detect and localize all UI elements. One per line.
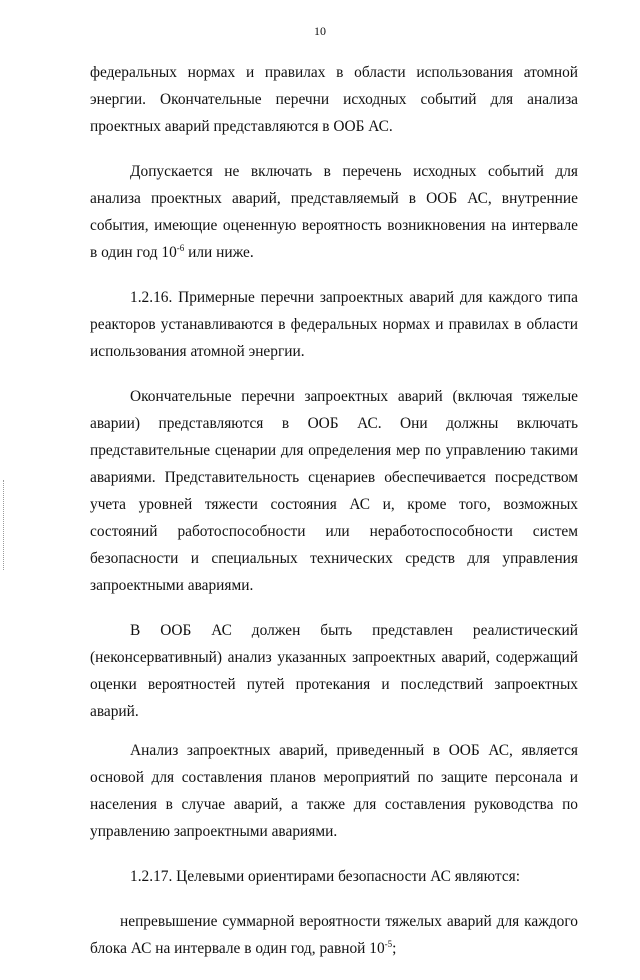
paragraph-tail: или ниже. bbox=[184, 244, 254, 261]
paragraph-text: федеральных нормах и правилах в области использования атомной энергии. Окончательные перечни исходных событий для анализа проектных аварий представляются в ООБ АС. bbox=[90, 64, 578, 135]
paragraph-continuation bbox=[90, 59, 578, 140]
power-exponent: -6 bbox=[176, 243, 185, 253]
paragraph-target-probability bbox=[90, 908, 578, 962]
power-exponent: -5 bbox=[384, 939, 393, 949]
paragraph-text: В ООБ АС должен быть представлен реалистический (неконсервативный) анализ указанных запроектных аварий, содержащий оценки вероятностей путей протекания и последствий запроектных аварий. bbox=[90, 622, 578, 720]
paragraph-text: Допускается не включать в перечень исходных событий для анализа проектных аварий, представляемый в ООБ АС, внутренние события, имеющие оцененную вероятность возникновения на интервале в один год bbox=[90, 163, 578, 261]
document-body bbox=[90, 59, 578, 980]
power-base: 10 bbox=[161, 244, 177, 261]
paragraph-final-lists bbox=[90, 383, 578, 599]
scan-margin-mark bbox=[3, 480, 6, 570]
page-number: 10 bbox=[314, 24, 326, 38]
paragraph-realistic-analysis bbox=[90, 617, 578, 725]
paragraph-analysis-basis bbox=[90, 737, 578, 845]
paragraph-text: 1.2.16. Примерные перечни запроектных аварий для каждого типа реакторов устанавливаются в федеральных нормах и правилах в области использования атомной энергии. bbox=[90, 289, 578, 360]
paragraph-text: непревышение суммарной вероятности тяжелых аварий для каждого блока АС на интервале в один год, равной bbox=[90, 913, 578, 957]
power-base: 10 bbox=[369, 940, 385, 957]
paragraph-text: Окончательные перечни запроектных аварий (включая тяжелые аварии) представляются в ООБ АС. Они должны включать представительные сценарии для определения мер по управлению такими авариями. Представительность сценариев обеспечивается посредством учета уровней тяжести состояния АС и, кроме того, возможных состояний работоспособности или неработоспособности систем безопасности и специальных технических средств для управления запроектными авариями. bbox=[90, 388, 578, 594]
paragraph-tail: ; bbox=[392, 940, 397, 957]
paragraph-text: Анализ запроектных аварий, приведенный в ООБ АС, является основой для составления планов мероприятий по защите персонала и населения в случае аварий, а также для составления руководства по управлению запроектными авариями. bbox=[90, 742, 578, 840]
paragraph-1-2-16 bbox=[90, 284, 578, 365]
paragraph-exclusion-rule bbox=[90, 158, 578, 266]
paragraph-text: 1.2.17. Целевыми ориентирами безопасности АС являются: bbox=[130, 868, 521, 885]
paragraph-1-2-17 bbox=[90, 863, 578, 890]
